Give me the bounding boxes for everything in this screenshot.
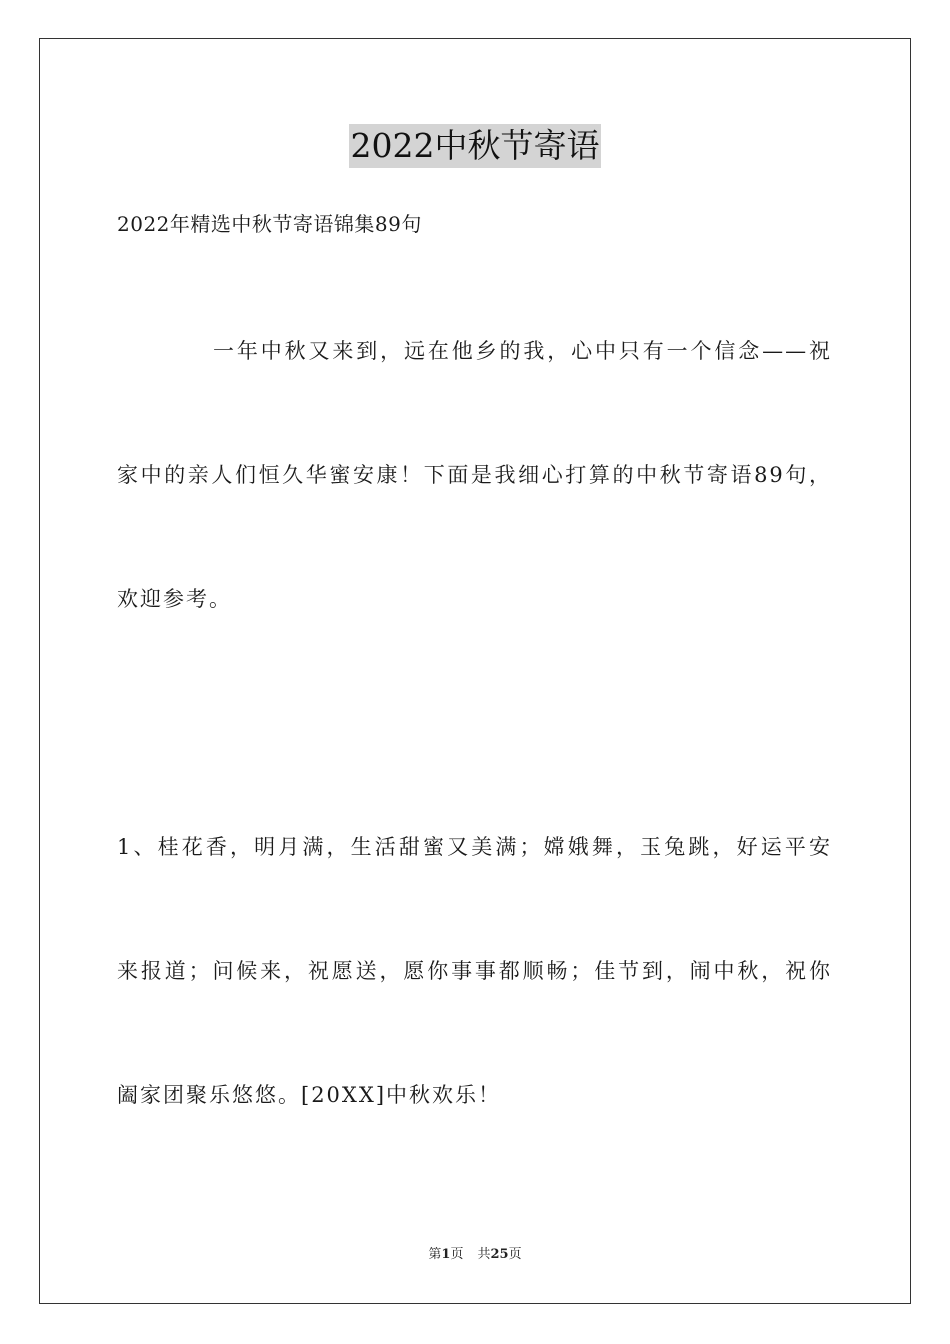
total-suffix: 页 [508,1247,522,1262]
page-number: 1 [441,1247,451,1262]
item1-line-2: 来报道；问候来，祝愿送，愿你事事都顺畅；佳节到，闹中秋，祝你 [117,959,832,983]
intro-line-2: 家中的亲人们恒久华蜜安康！下面是我细心打算的中秋节寄语89句， [117,463,832,487]
intro-line-1: 一年中秋又来到，远在他乡的我，心中只有一个信念——祝 [213,339,832,363]
page-prefix: 第 [428,1247,442,1262]
intro-line-3: 欢迎参考。 [117,587,232,611]
total-prefix: 共 [477,1247,491,1262]
document-subtitle: 2022年精选中秋节寄语锦集89句 [117,212,422,236]
page-footer [0,1245,950,1265]
total-pages: 25 [490,1247,509,1262]
item1-line-1: 1、桂花香，明月满，生活甜蜜又美满；嫦娥舞，玉兔跳，好运平安 [117,835,832,859]
page-suffix: 页 [450,1247,464,1262]
title-container [0,124,950,168]
item1-line-3: 阖家团聚乐悠悠。[20XX]中秋欢乐！ [117,1083,502,1107]
document-title: 2022中秋节寄语 [349,124,602,168]
